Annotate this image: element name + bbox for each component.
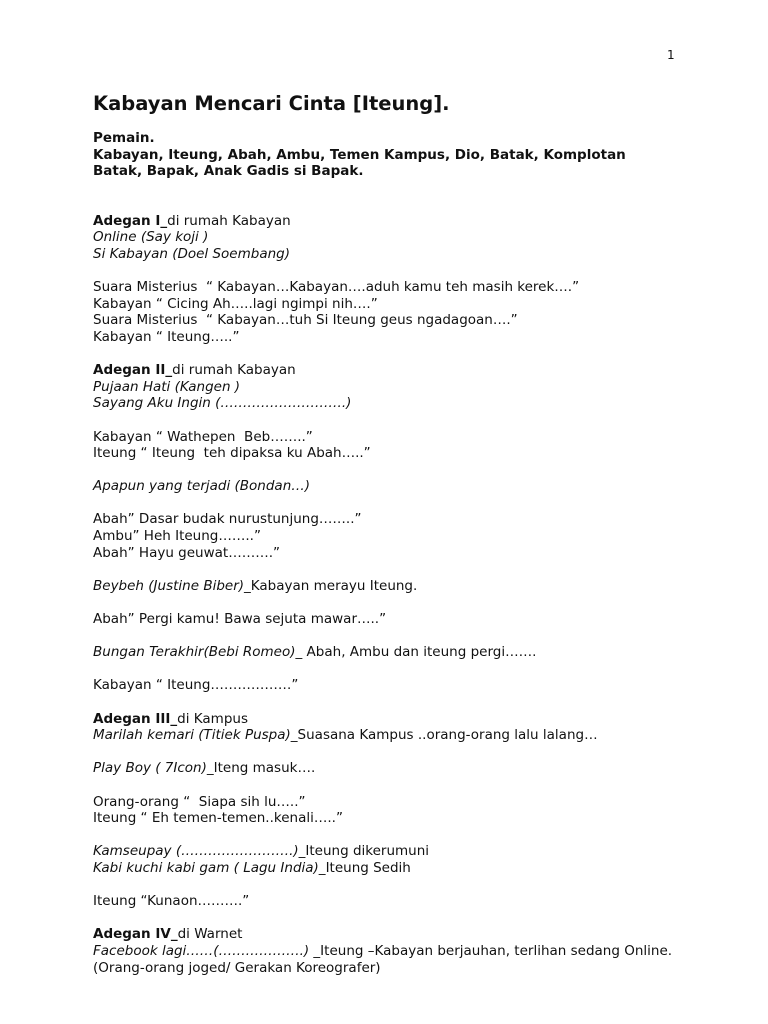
- song-title: Play Boy ( 7Icon)_: [93, 760, 214, 777]
- dialog-line: Ambu” Heh Iteung……..”: [93, 528, 261, 545]
- scene-2-song: Sayang Aku Ingin (……………………….): [93, 395, 352, 412]
- song-title: Marilah kemari (Titiek Puspa)_: [93, 727, 298, 744]
- song-cue: [93, 578, 673, 595]
- cast-list: Kabayan, Iteung, Abah, Ambu, Temen Kampus, Dio, Batak, Komplotan Batak, Bapak, Anak Gadis si Bapak.: [93, 146, 626, 180]
- stage-direction: Suasana Kampus ..orang-orang lalu lalang…: [297, 727, 598, 744]
- song-cue: [93, 727, 673, 744]
- scene-1-label: Adegan I_: [93, 212, 168, 229]
- song-cue: [93, 843, 673, 860]
- dialog-line: Suara Misterius “ Kabayan…tuh Si Iteung geus ngadagoan….”: [93, 312, 518, 329]
- stage-direction: Iteng masuk….: [213, 760, 316, 777]
- dialog-line: Abah” Hayu geuwat……….”: [93, 544, 281, 561]
- stage-direction: Iteung Sedih: [325, 859, 411, 876]
- dialog-line: Suara Misterius “ Kabayan…Kabayan….aduh kamu teh masih kerek….”: [93, 279, 580, 296]
- scene-2-song: Apapun yang terjadi (Bondan…): [93, 478, 311, 495]
- scene-4-heading: [93, 926, 673, 943]
- dialog-line: Kabayan “ Wathepen Beb……..”: [93, 428, 313, 445]
- song-cue: [93, 860, 673, 877]
- cast-heading: Pemain.: [93, 130, 155, 146]
- song-cue: [93, 760, 673, 777]
- page-number: 1: [667, 48, 675, 62]
- song-cue: [93, 644, 673, 661]
- scene-2-song: Pujaan Hati (Kangen ): [93, 378, 241, 395]
- scene-2-heading: [93, 362, 673, 379]
- dialog-line: Orang-orang “ Siapa sih lu…..”: [93, 793, 306, 810]
- dialog-line: Kabayan “ Cicing Ah…..lagi ngimpi nih….”: [93, 295, 378, 312]
- scene-1-heading: [93, 213, 673, 230]
- scene-4-place: di Warnet: [177, 926, 243, 943]
- song-cue: [93, 943, 673, 976]
- dialog-line: Iteung “ Iteung teh dipaksa ku Abah…..”: [93, 445, 371, 462]
- stage-direction: _Iteung –Kabayan berjauhan, terlihan sedang Online. (Orang-orang joged/ Gerakan Koreografer): [93, 942, 673, 976]
- dialog-line: Kabayan “ Iteung………………”: [93, 677, 299, 694]
- song-title: Beybeh (Justine Biber)_: [93, 577, 251, 594]
- scene-4-label: Adegan IV_: [93, 926, 178, 943]
- scene-1-song: Si Kabayan (Doel Soembang): [93, 245, 290, 262]
- script-document: [93, 91, 673, 976]
- stage-direction: Kabayan merayu Iteung.: [250, 577, 418, 594]
- scene-1-place: di rumah Kabayan: [167, 212, 291, 229]
- scene-3-heading: [93, 711, 673, 728]
- document-title: Kabayan Mencari Cinta [Iteung].: [93, 92, 450, 115]
- scene-2-place: di rumah Kabayan: [172, 362, 296, 379]
- scene-3-label: Adegan III_: [93, 710, 178, 727]
- dialog-line: Abah” Pergi kamu! Bawa sejuta mawar…..”: [93, 611, 387, 628]
- song-title: Bungan Terakhir(Bebi Romeo)_: [93, 644, 303, 661]
- dialog-line: Abah” Dasar budak nurustunjung……..”: [93, 511, 362, 528]
- song-title: Kamseupay (…………………….)_: [93, 843, 306, 860]
- song-title: Kabi kuchi kabi gam ( Lagu India)_: [93, 859, 326, 876]
- scene-1-song: Online (Say koji ): [93, 229, 209, 246]
- scene-2-label: Adegan II_: [93, 362, 173, 379]
- stage-direction: Iteung dikerumuni: [305, 843, 430, 860]
- dialog-line: Kabayan “ Iteung…..”: [93, 328, 240, 345]
- stage-direction: Abah, Ambu dan iteung pergi…….: [302, 644, 537, 661]
- scene-3-place: di Kampus: [177, 710, 248, 727]
- song-title: Facebook lagi……(……………….): [93, 942, 310, 959]
- dialog-line: Iteung “Kunaon……….”: [93, 893, 250, 910]
- dialog-line: Iteung “ Eh temen-temen..kenali…..”: [93, 810, 343, 827]
